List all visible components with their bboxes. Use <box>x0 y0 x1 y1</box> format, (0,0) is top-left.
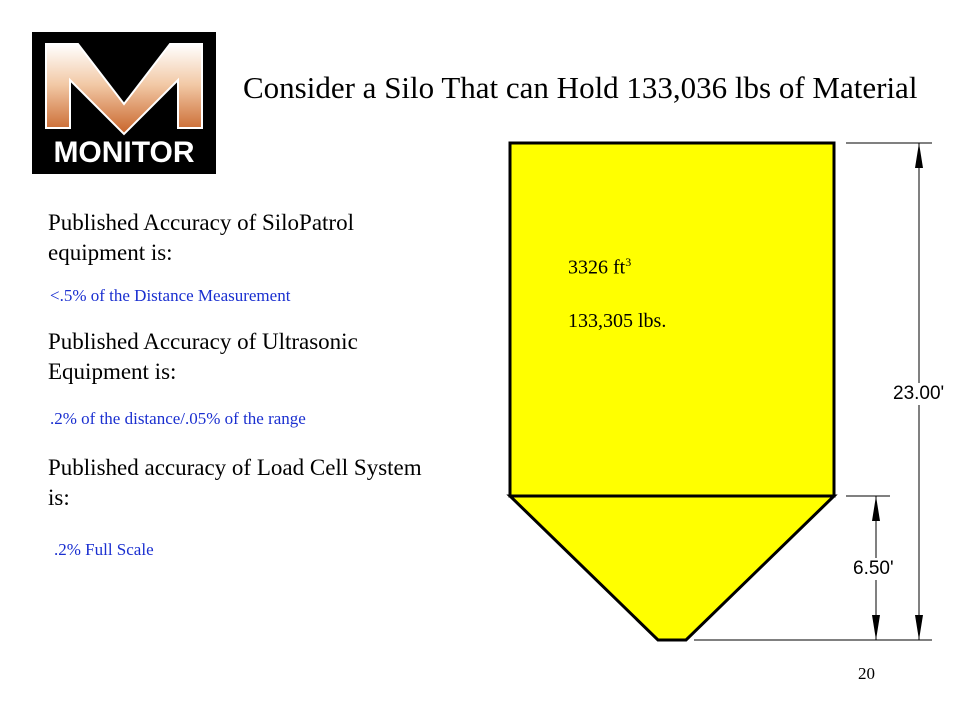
loadcell-heading: Published accuracy of Load Cell System is: <box>48 455 422 510</box>
ultrasonic-heading: Published Accuracy of Ultrasonic Equipment is: <box>48 329 358 384</box>
siloppatrol-heading: Published Accuracy of SiloPatrol equipment is: <box>48 210 354 265</box>
page-title: Consider a Silo That can Hold 133,036 lbs of Material <box>243 70 918 105</box>
logo-text: MONITOR <box>53 136 195 169</box>
silo-weight: 133,305 lbs. <box>568 310 667 332</box>
cone-height-label: 6.50' <box>853 558 894 579</box>
total-height-label: 23.00' <box>893 383 945 404</box>
ultrasonic-accuracy-value: .2% of the distance/.05% of the range <box>50 409 306 428</box>
page-number: 20 <box>858 664 875 683</box>
siloppatrol-accuracy-value: <.5% of the Distance Measurement <box>50 286 291 305</box>
silo-volume: 3326 $ft^3$ <box>568 255 632 279</box>
loadcell-accuracy-value: .2% Full Scale <box>54 540 154 559</box>
silo-cone <box>510 496 834 640</box>
silo-body <box>510 143 834 496</box>
